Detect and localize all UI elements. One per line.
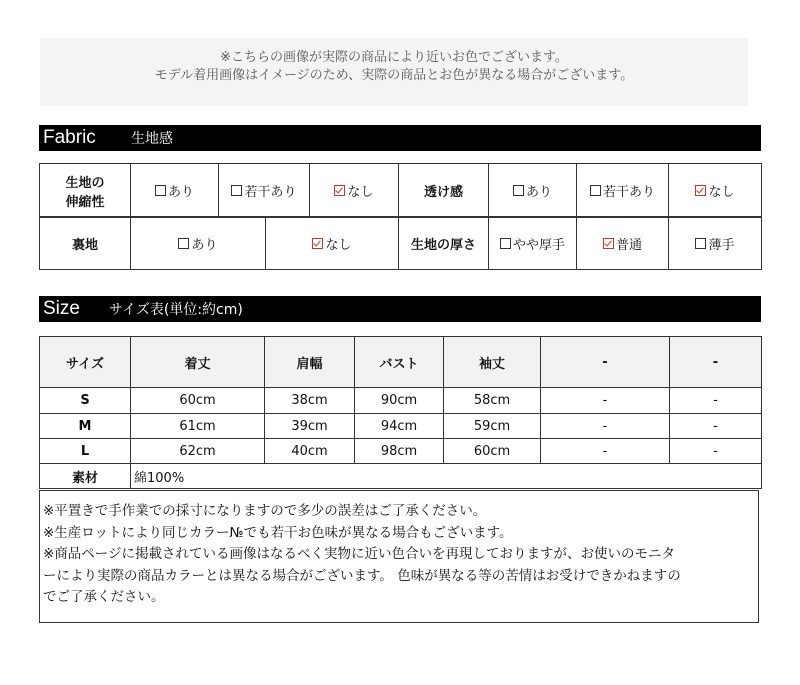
thickness-option-selected — [577, 217, 669, 270]
note-line: ーにより実際の商品カラーとは異なる場合がございます。 色味が異なる等の苦情はお受けできかねますの — [43, 567, 681, 584]
stretch-option — [219, 164, 310, 218]
option-label: やや厚手 — [512, 237, 565, 253]
value-cell: 58cm — [444, 388, 541, 414]
value-cell: - — [541, 388, 670, 414]
column-header: - — [541, 337, 670, 388]
column-header: - — [670, 337, 762, 388]
value-cell: 59cm — [444, 414, 541, 439]
sheer-label: 透け感 — [399, 164, 489, 218]
size-title-en: Size — [43, 298, 80, 319]
option-label: なし — [347, 185, 374, 200]
notice-line: モデル着用画像はイメージのため、実際の商品とお色が異なる場合がございます。 — [154, 68, 634, 83]
checkbox-icon — [231, 185, 242, 196]
checkbox-icon — [695, 238, 706, 249]
option-label: 若干あり — [244, 185, 297, 200]
value-cell: 90cm — [355, 388, 444, 414]
column-header: 肩幅 — [265, 337, 355, 388]
stretch-label — [40, 164, 131, 218]
column-header: サイズ — [40, 337, 131, 388]
notice-line: ※こちらの画像が実際の商品により近いお色でございます。 — [220, 50, 568, 65]
column-header: 袖丈 — [444, 337, 541, 388]
stretch-option — [131, 164, 219, 218]
fabric-title-en: Fabric — [43, 127, 96, 148]
size-header-row — [40, 337, 762, 388]
value-cell: 98cm — [355, 439, 444, 464]
fabric-table — [39, 163, 762, 218]
fabric-header — [39, 125, 761, 151]
color-notice — [40, 38, 748, 106]
size-cell: L — [40, 439, 131, 464]
sheer-option — [577, 164, 669, 218]
value-cell: - — [541, 439, 670, 464]
material-label: 素材 — [40, 464, 131, 489]
value-cell: 60cm — [444, 439, 541, 464]
table-row — [40, 414, 762, 439]
column-header: 着丈 — [131, 337, 265, 388]
column-header: バスト — [355, 337, 444, 388]
value-cell: 61cm — [131, 414, 265, 439]
material-value: 綿100% — [131, 464, 762, 489]
value-cell: 94cm — [355, 414, 444, 439]
table-row — [40, 439, 762, 464]
note-line: ※平置きで手作業での採寸になりますので多少の誤差はご了承ください。 — [43, 503, 487, 519]
checked-checkbox-icon — [603, 238, 614, 249]
option-label: あり — [167, 185, 194, 200]
value-cell: 60cm — [131, 388, 265, 414]
value-cell: 39cm — [265, 414, 355, 439]
value-cell: - — [670, 439, 762, 464]
stretch-label-line: 生地の — [65, 175, 105, 191]
checkbox-icon — [513, 185, 524, 196]
checkbox-icon — [155, 185, 166, 196]
stretch-label-line: 伸縮性 — [65, 194, 105, 210]
size-cell: S — [40, 388, 131, 414]
checked-checkbox-icon — [695, 185, 706, 196]
fabric-title-jp: 生地感 — [131, 131, 173, 147]
fabric-table-row2 — [39, 216, 762, 270]
sheer-option-selected — [669, 164, 762, 218]
value-cell: - — [670, 388, 762, 414]
note-line: でご了承ください。 — [43, 589, 165, 605]
material-row — [40, 464, 762, 489]
size-title-jp: サイズ表(単位:約cm) — [109, 302, 243, 318]
value-cell: - — [670, 414, 762, 439]
notes-box — [39, 490, 759, 623]
thickness-label: 生地の厚さ — [399, 217, 489, 270]
option-label: 普通 — [615, 237, 642, 253]
note-line: ※商品ページに掲載されている画像はなるべく実物に近い色合いを再現しておりますが、お使いのモニタ — [43, 546, 676, 562]
size-cell: M — [40, 414, 131, 439]
thickness-option — [669, 217, 762, 270]
value-cell: 40cm — [265, 439, 355, 464]
lining-option-selected — [266, 217, 399, 270]
option-label: なし — [325, 237, 352, 253]
size-table — [39, 336, 762, 489]
option-label: あり — [525, 185, 552, 200]
note-line: ※生産ロットにより同じカラー№でも若干お色味が異なる場合もございます。 — [43, 524, 513, 541]
value-cell: - — [541, 414, 670, 439]
sheer-option — [489, 164, 577, 218]
lining-label: 裏地 — [40, 217, 131, 270]
stretch-option-selected — [310, 164, 399, 218]
checked-checkbox-icon — [312, 238, 323, 249]
value-cell: 62cm — [131, 439, 265, 464]
checkbox-icon — [178, 238, 189, 249]
table-row — [40, 388, 762, 414]
checkbox-icon — [590, 185, 601, 196]
option-label: あり — [191, 237, 218, 253]
value-cell: 38cm — [265, 388, 355, 414]
option-label: 薄手 — [708, 237, 735, 253]
option-label: なし — [708, 185, 735, 200]
lining-option — [131, 217, 266, 270]
option-label: 若干あり — [602, 185, 655, 200]
checkbox-icon — [500, 238, 511, 249]
checked-checkbox-icon — [334, 185, 345, 196]
thickness-option — [489, 217, 577, 270]
size-header — [39, 296, 761, 322]
